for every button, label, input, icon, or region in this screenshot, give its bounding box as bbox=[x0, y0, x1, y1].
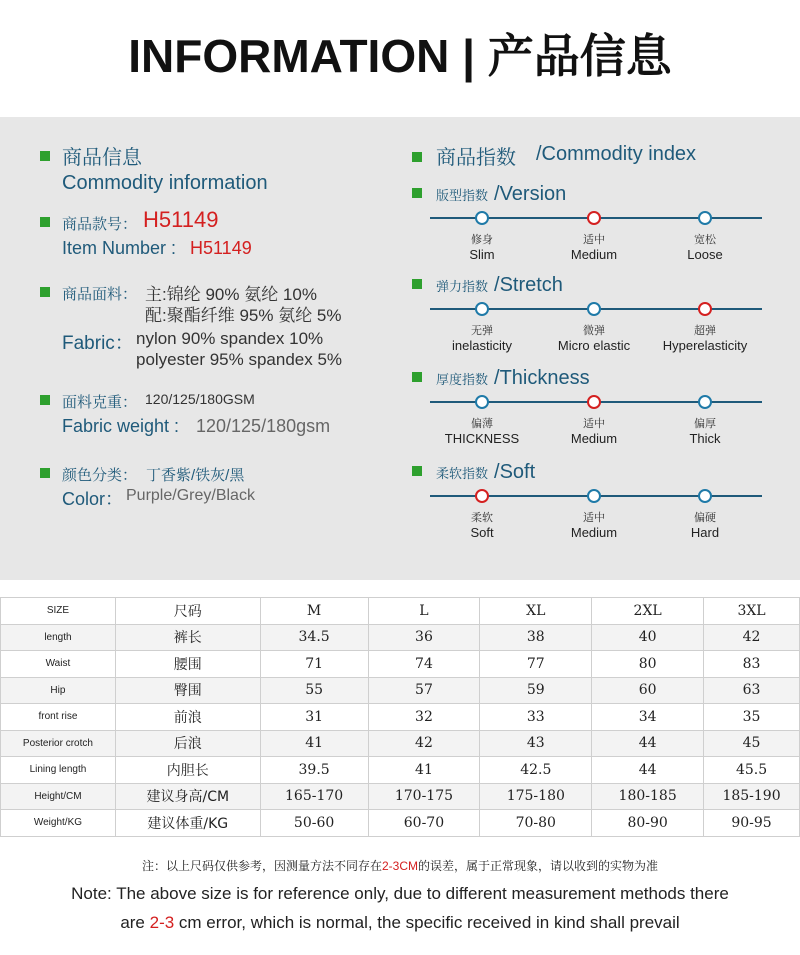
index-title-en: /Stretch bbox=[494, 274, 563, 296]
weight-label-cn: 面料克重： bbox=[62, 394, 138, 411]
table-cell: 175-180 bbox=[480, 783, 592, 810]
index-option-label bbox=[534, 415, 654, 446]
fabric-label-en: Fabric： bbox=[62, 333, 134, 354]
table-cell: 3XL bbox=[704, 598, 800, 625]
table-cell: 63 bbox=[704, 677, 800, 704]
note-en-text: are bbox=[120, 913, 150, 932]
right-heading-en: /Commodity index bbox=[536, 143, 697, 165]
index-option-en: Hard bbox=[690, 525, 720, 540]
table-cell: 2XL bbox=[592, 598, 704, 625]
index-option-cn: 柔软 bbox=[471, 512, 493, 524]
color-label-cn: 颜色分类： bbox=[62, 467, 138, 484]
index-option-label bbox=[645, 415, 765, 446]
table-cell: 165-170 bbox=[260, 783, 368, 810]
weight-label-en: Fabric weight : bbox=[62, 416, 180, 436]
index-option-en: Medium bbox=[570, 247, 618, 262]
fabric-label-cn: 商品面料： bbox=[62, 286, 138, 303]
table-row bbox=[1, 783, 800, 810]
table-cell: 83 bbox=[704, 651, 800, 678]
table-cell: 74 bbox=[368, 651, 480, 678]
bullet-icon bbox=[412, 279, 422, 289]
item-no-value-cn: H51149 bbox=[143, 207, 219, 232]
table-cell: 45.5 bbox=[704, 757, 800, 784]
index-dot bbox=[587, 489, 601, 503]
table-cell: 57 bbox=[368, 677, 480, 704]
table-cell: XL bbox=[480, 598, 592, 625]
index-title-en: /Soft bbox=[494, 461, 536, 483]
info-panel bbox=[0, 117, 800, 580]
index-option-label bbox=[645, 509, 765, 540]
table-row bbox=[1, 624, 800, 651]
index-option-cn: 无弹 bbox=[471, 325, 493, 337]
bullet-icon bbox=[412, 372, 422, 382]
index-option-en: Micro elastic bbox=[557, 338, 631, 353]
table-cell: 后浪 bbox=[115, 730, 260, 757]
table-row bbox=[1, 677, 800, 704]
bullet-icon bbox=[412, 466, 422, 476]
table-cell: 尺码 bbox=[115, 598, 260, 625]
item-no-label-cn: 商品款号： bbox=[62, 216, 138, 233]
table-cell: Height/CM bbox=[1, 783, 116, 810]
bullet-icon bbox=[40, 395, 50, 405]
index-option-en: Soft bbox=[470, 525, 494, 540]
index-dot bbox=[698, 395, 712, 409]
bullet-icon bbox=[40, 217, 50, 227]
table-cell: 36 bbox=[368, 624, 480, 651]
index-option-label bbox=[645, 322, 765, 353]
index-dot-selected bbox=[475, 489, 489, 503]
note-en-text-end: cm error, which is normal, the specific received in kind shall prevail bbox=[174, 913, 680, 932]
index-title bbox=[436, 183, 566, 206]
table-cell: 42 bbox=[368, 730, 480, 757]
index-option-en: THICKNESS bbox=[444, 431, 520, 446]
index-title-cn: 厚度指数 bbox=[436, 372, 489, 387]
index-option-label bbox=[422, 322, 542, 353]
index-option-label bbox=[534, 322, 654, 353]
item-no-value-en: H51149 bbox=[190, 238, 252, 258]
index-option-cn: 适中 bbox=[583, 418, 605, 430]
table-cell: 33 bbox=[480, 704, 592, 731]
table-cell: 臀围 bbox=[115, 677, 260, 704]
size-table bbox=[0, 597, 800, 837]
table-cell: 60-70 bbox=[368, 810, 480, 837]
table-cell: 腰围 bbox=[115, 651, 260, 678]
index-option-label bbox=[422, 509, 542, 540]
index-option-cn: 偏厚 bbox=[694, 418, 716, 430]
index-option-en: Thick bbox=[689, 431, 721, 446]
note-cn-error: 2-3CM bbox=[381, 859, 418, 873]
index-option-cn: 适中 bbox=[583, 234, 605, 246]
bullet-icon bbox=[412, 188, 422, 198]
bullet-icon bbox=[40, 287, 50, 297]
table-cell: 建议体重/KG bbox=[115, 810, 260, 837]
index-dot bbox=[698, 489, 712, 503]
table-cell: 77 bbox=[480, 651, 592, 678]
color-value-cn: 丁香紫/铁灰/黑 bbox=[146, 467, 245, 484]
fabric-line2-cn: 配:聚酯纤维 95% 氨纶 5% bbox=[145, 306, 342, 325]
index-dot-selected bbox=[587, 211, 601, 225]
index-dot bbox=[475, 395, 489, 409]
table-cell: length bbox=[1, 624, 116, 651]
index-option-label bbox=[534, 231, 654, 262]
table-cell: 170-175 bbox=[368, 783, 480, 810]
table-cell: Hip bbox=[1, 677, 116, 704]
color-value-en: Purple/Grey/Black bbox=[126, 487, 255, 504]
index-title-cn: 弹力指数 bbox=[436, 279, 489, 294]
table-cell: L bbox=[368, 598, 480, 625]
fabric-line2-en: polyester 95% spandex 5% bbox=[136, 350, 343, 369]
table-cell: 42.5 bbox=[480, 757, 592, 784]
table-cell: 34 bbox=[592, 704, 704, 731]
table-cell: 前浪 bbox=[115, 704, 260, 731]
item-no-label-en: Item Number : bbox=[62, 238, 177, 258]
table-cell: 38 bbox=[480, 624, 592, 651]
table-cell: 32 bbox=[368, 704, 480, 731]
table-cell: M bbox=[260, 598, 368, 625]
weight-value-cn: 120/125/180GSM bbox=[145, 391, 255, 407]
index-dot bbox=[475, 302, 489, 316]
index-option-cn: 偏薄 bbox=[471, 418, 493, 430]
table-cell: 40 bbox=[592, 624, 704, 651]
right-heading-cn: 商品指数 bbox=[436, 147, 516, 169]
table-row bbox=[1, 730, 800, 757]
note-cn-text: 注：以上尺码仅供参考，因测量方法不同存在 bbox=[141, 859, 382, 873]
bullet-icon bbox=[40, 151, 50, 161]
index-dot bbox=[475, 211, 489, 225]
color-label-en: Color： bbox=[62, 489, 124, 509]
index-option-label bbox=[422, 415, 542, 446]
table-cell: 185-190 bbox=[704, 783, 800, 810]
table-cell: 41 bbox=[260, 730, 368, 757]
index-dot-selected bbox=[587, 395, 601, 409]
table-cell: 50-60 bbox=[260, 810, 368, 837]
table-cell: Waist bbox=[1, 651, 116, 678]
index-dot bbox=[587, 302, 601, 316]
index-option-cn: 修身 bbox=[471, 234, 493, 246]
table-cell: Weight/KG bbox=[1, 810, 116, 837]
fabric-line1-cn: 主:锦纶 90% 氨纶 10% bbox=[145, 285, 317, 304]
index-title-en: /Thickness bbox=[494, 367, 590, 389]
index-option-label bbox=[645, 231, 765, 262]
table-cell: 43 bbox=[480, 730, 592, 757]
left-heading-cn: 商品信息 bbox=[62, 147, 142, 169]
index-title bbox=[436, 274, 563, 297]
fabric-line1-en: nylon 90% spandex 10% bbox=[136, 329, 324, 348]
table-cell: 31 bbox=[260, 704, 368, 731]
index-option-label bbox=[534, 509, 654, 540]
table-cell: Lining length bbox=[1, 757, 116, 784]
table-cell: front rise bbox=[1, 704, 116, 731]
table-cell: 35 bbox=[704, 704, 800, 731]
index-title bbox=[436, 367, 590, 390]
table-row bbox=[1, 651, 800, 678]
index-option-en: Loose bbox=[687, 247, 723, 262]
table-cell: 裤长 bbox=[115, 624, 260, 651]
table-cell: 34.5 bbox=[260, 624, 368, 651]
bullet-icon bbox=[412, 152, 422, 162]
index-option-en: Hyperelasticity bbox=[662, 338, 748, 353]
index-title bbox=[436, 461, 535, 484]
table-row bbox=[1, 704, 800, 731]
index-option-cn: 微弹 bbox=[583, 325, 605, 337]
table-cell: 44 bbox=[592, 757, 704, 784]
table-cell: 80-90 bbox=[592, 810, 704, 837]
table-cell: 90-95 bbox=[704, 810, 800, 837]
index-title-cn: 柔软指数 bbox=[436, 466, 489, 481]
table-cell: 建议身高/CM bbox=[115, 783, 260, 810]
table-cell: 45 bbox=[704, 730, 800, 757]
index-option-en: inelasticity bbox=[452, 338, 512, 353]
table-cell: 70-80 bbox=[480, 810, 592, 837]
note-en-line1: Note: The above size is for reference only, due to different measurement methods there bbox=[71, 884, 729, 903]
table-cell: 55 bbox=[260, 677, 368, 704]
table-row bbox=[1, 757, 800, 784]
weight-value-en: 120/125/180gsm bbox=[196, 416, 331, 436]
table-cell: 39.5 bbox=[260, 757, 368, 784]
table-cell: SIZE bbox=[1, 598, 116, 625]
table-cell: 59 bbox=[480, 677, 592, 704]
table-cell: 44 bbox=[592, 730, 704, 757]
note-en-error: 2-3 bbox=[149, 913, 175, 932]
bullet-icon bbox=[40, 468, 50, 478]
left-heading-en: Commodity information bbox=[62, 172, 268, 194]
table-cell: 71 bbox=[260, 651, 368, 678]
note-cn-text-end: 的误差，属于正常现象，请以收到的实物为准 bbox=[418, 859, 659, 873]
index-option-en: Slim bbox=[469, 247, 495, 262]
table-cell: 180-185 bbox=[592, 783, 704, 810]
table-cell: 内胆长 bbox=[115, 757, 260, 784]
index-option-en: Medium bbox=[570, 525, 618, 540]
table-header-row bbox=[1, 598, 800, 625]
index-option-cn: 宽松 bbox=[694, 234, 716, 246]
index-dot bbox=[698, 211, 712, 225]
index-option-label bbox=[422, 231, 542, 262]
table-cell: 60 bbox=[592, 677, 704, 704]
index-title-cn: 版型指数 bbox=[436, 188, 489, 203]
index-dot-selected bbox=[698, 302, 712, 316]
index-option-cn: 偏硬 bbox=[694, 512, 716, 524]
index-option-cn: 超弹 bbox=[694, 325, 716, 337]
note-cn bbox=[0, 857, 800, 874]
table-cell: Posterior crotch bbox=[1, 730, 116, 757]
page-title: INFORMATION | 产品信息 bbox=[128, 30, 672, 82]
table-row bbox=[1, 810, 800, 837]
table-cell: 41 bbox=[368, 757, 480, 784]
index-option-cn: 适中 bbox=[583, 512, 605, 524]
note-en-line2 bbox=[0, 913, 800, 933]
index-title-en: /Version bbox=[494, 183, 567, 205]
table-cell: 80 bbox=[592, 651, 704, 678]
index-option-en: Medium bbox=[570, 431, 618, 446]
table-cell: 42 bbox=[704, 624, 800, 651]
